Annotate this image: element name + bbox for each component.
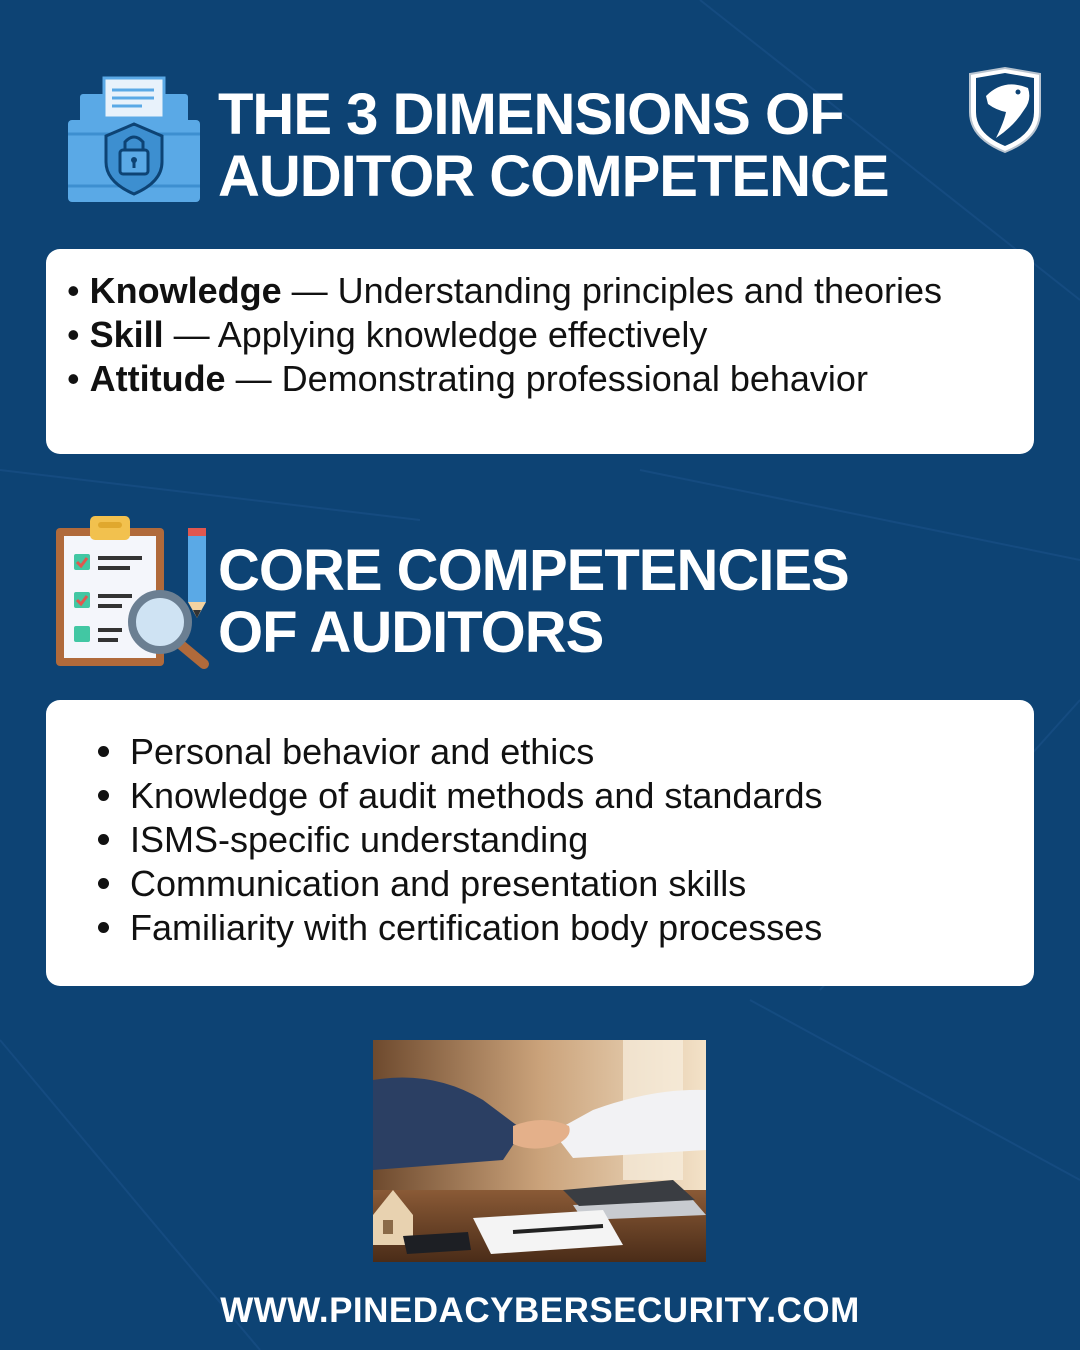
dimension-description: Demonstrating professional behavior (281, 358, 868, 399)
checklist-magnifier-icon (52, 514, 214, 670)
list-item: Communication and presentation skills (130, 862, 1014, 906)
dimensions-card (46, 249, 1034, 454)
dimension-term: Attitude (89, 358, 226, 399)
dimension-description: Understanding principles and theories (337, 270, 943, 311)
eagle-shield-logo (966, 66, 1044, 154)
dimension-item: • Skill — Applying knowledge effectively (67, 314, 708, 355)
section-title-competencies (218, 540, 849, 664)
title-line-2: AUDITOR COMPETENCE (218, 144, 889, 209)
dimension-term: Knowledge (89, 270, 282, 311)
list-item: Familiarity with certification body processes (130, 906, 1014, 950)
website-url[interactable]: WWW.PINEDACYBERSECURITY.COM (220, 1291, 860, 1330)
title-line-1: THE 3 DIMENSIONS OF (218, 82, 844, 147)
competencies-card (46, 700, 1034, 986)
title-line-2: OF AUDITORS (218, 600, 604, 665)
secure-documents-icon (66, 76, 202, 204)
competencies-list (130, 730, 1014, 950)
list-item: ISMS-specific understanding (130, 818, 1014, 862)
dimension-item: • Attitude — Demonstrating professional behavior (67, 358, 868, 399)
dimension-item: • Knowledge — Understanding principles and theories (67, 270, 943, 311)
list-item: Personal behavior and ethics (130, 730, 1014, 774)
dimension-description: Applying knowledge effectively (217, 314, 708, 355)
list-item: Knowledge of audit methods and standards (130, 774, 1014, 818)
title-line-1: CORE COMPETENCIES (218, 538, 849, 603)
dimension-term: Skill (89, 314, 164, 355)
section-title-dimensions (218, 84, 889, 208)
handshake-photo (373, 1040, 706, 1262)
